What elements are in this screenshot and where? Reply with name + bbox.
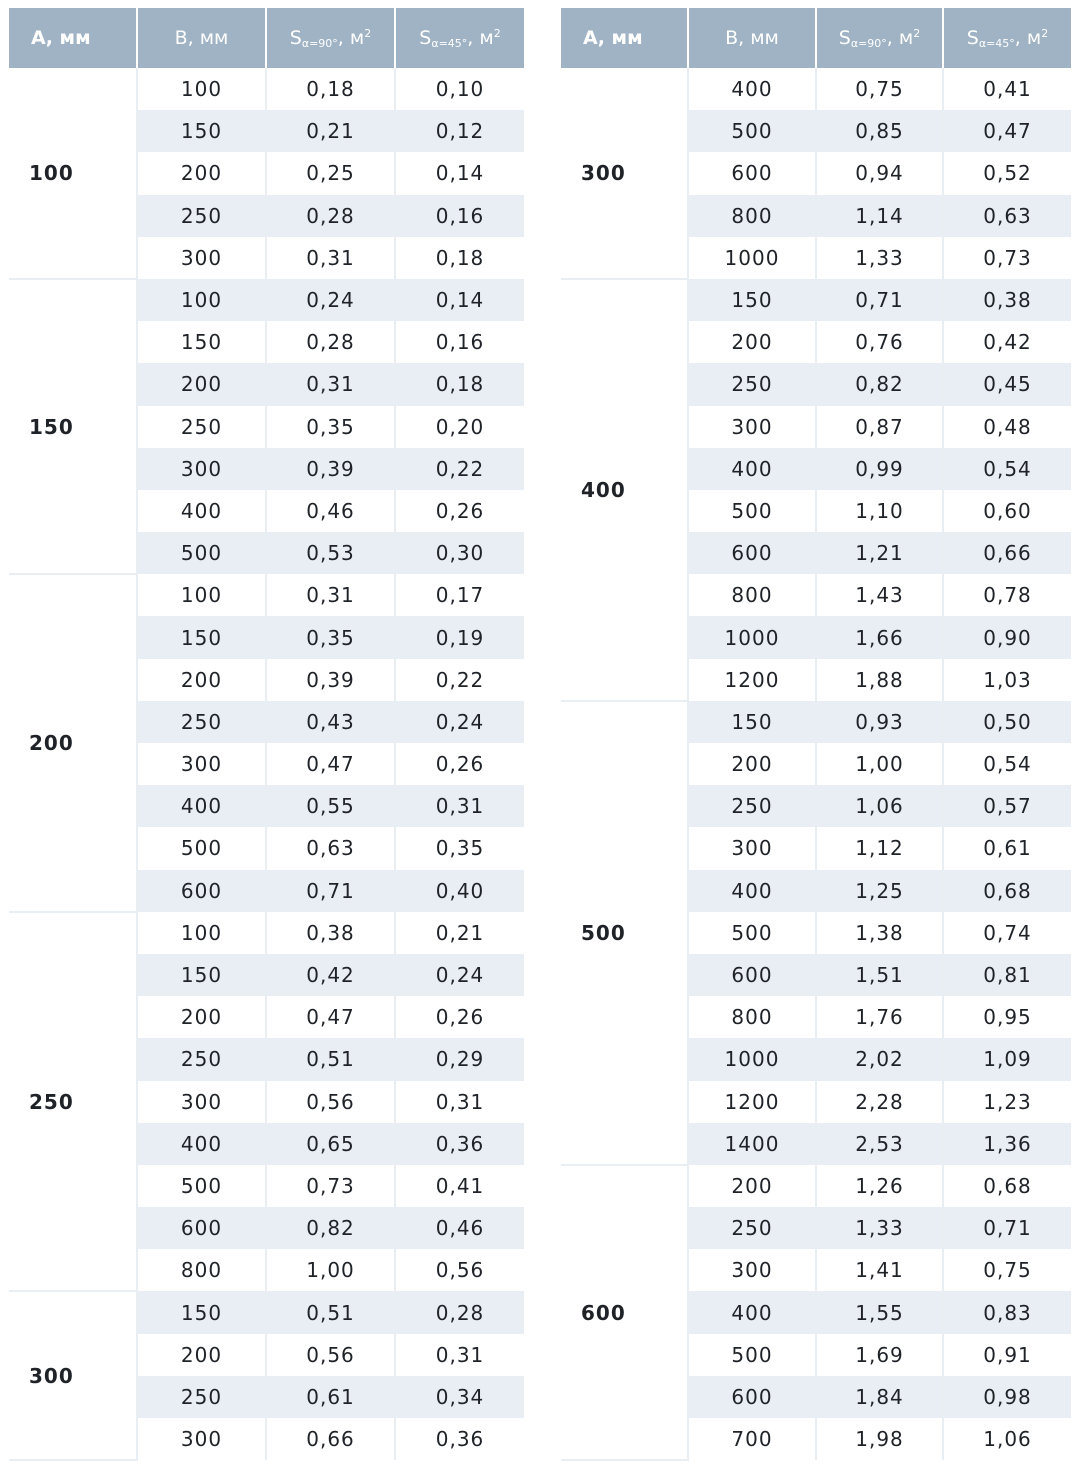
cell-b: 250 xyxy=(688,785,816,827)
cell-s90: 0,65 xyxy=(266,1123,395,1165)
cell-s45: 0,16 xyxy=(395,195,524,237)
header-s45: $S_{\alpha=45^\circ}$, $м^2$ xyxy=(395,8,524,68)
cell-s45: 1,09 xyxy=(943,1038,1071,1080)
cell-b: 400 xyxy=(688,870,816,912)
cell-s45: 0,17 xyxy=(395,574,524,616)
cell-s45: 0,60 xyxy=(943,490,1071,532)
header-row xyxy=(561,8,1071,68)
cell-s45: 0,14 xyxy=(395,152,524,194)
cell-s90: 1,25 xyxy=(816,870,943,912)
cell-s45: 0,63 xyxy=(943,195,1071,237)
cell-s90: 0,39 xyxy=(266,448,395,490)
cell-b: 500 xyxy=(137,827,266,869)
cell-s90: 0,76 xyxy=(816,321,943,363)
cell-s90: 0,87 xyxy=(816,406,943,448)
cell-s45: 0,14 xyxy=(395,279,524,321)
header-s90: $S_{\alpha=90^\circ}$, $м^2$ xyxy=(266,8,395,68)
cell-s45: 0,57 xyxy=(943,785,1071,827)
cell-s90: 0,46 xyxy=(266,490,395,532)
cell-s45: 1,03 xyxy=(943,659,1071,701)
cell-s90: 0,73 xyxy=(266,1165,395,1207)
cell-b: 400 xyxy=(137,785,266,827)
cell-s45: 0,19 xyxy=(395,616,524,658)
cell-s90: 0,35 xyxy=(266,616,395,658)
header-b: В, мм xyxy=(137,8,266,68)
cell-s45: 0,18 xyxy=(395,237,524,279)
cell-b: 500 xyxy=(688,912,816,954)
header-row xyxy=(9,8,524,68)
cell-b: 250 xyxy=(137,195,266,237)
cell-s45: 0,71 xyxy=(943,1207,1071,1249)
cell-s45: 0,47 xyxy=(943,110,1071,152)
header-b: В, мм xyxy=(688,8,816,68)
cell-b: 400 xyxy=(688,1291,816,1333)
cell-s90: 0,66 xyxy=(266,1418,395,1460)
cell-s90: 0,85 xyxy=(816,110,943,152)
table-row xyxy=(9,574,524,616)
table-row xyxy=(9,1291,524,1333)
cell-b: 500 xyxy=(688,490,816,532)
cell-s45: 0,34 xyxy=(395,1376,524,1418)
cell-s45: 0,54 xyxy=(943,743,1071,785)
cell-s90: 1,55 xyxy=(816,1291,943,1333)
table-row xyxy=(561,279,1071,321)
cell-b: 700 xyxy=(688,1418,816,1460)
cell-b: 150 xyxy=(137,110,266,152)
header-s45: $S_{\alpha=45^\circ}$, $м^2$ xyxy=(943,8,1071,68)
cell-b: 600 xyxy=(688,954,816,996)
cell-b: 1000 xyxy=(688,1038,816,1080)
cell-s90: 1,69 xyxy=(816,1334,943,1376)
cell-s90: 0,55 xyxy=(266,785,395,827)
cell-s45: 0,90 xyxy=(943,616,1071,658)
cell-s45: 0,91 xyxy=(943,1334,1071,1376)
cell-s90: 1,51 xyxy=(816,954,943,996)
cell-s45: 0,74 xyxy=(943,912,1071,954)
cell-b: 250 xyxy=(137,1376,266,1418)
cell-s90: 0,61 xyxy=(266,1376,395,1418)
cell-b: 300 xyxy=(137,237,266,279)
cell-s90: 1,00 xyxy=(816,743,943,785)
cell-s45: 0,28 xyxy=(395,1291,524,1333)
cell-b: 1400 xyxy=(688,1123,816,1165)
cell-b: 300 xyxy=(137,743,266,785)
cell-s45: 0,31 xyxy=(395,1334,524,1376)
table-row xyxy=(9,279,524,321)
cell-s90: 1,43 xyxy=(816,574,943,616)
cell-s90: 0,25 xyxy=(266,152,395,194)
cell-s45: 1,36 xyxy=(943,1123,1071,1165)
cell-s90: 0,53 xyxy=(266,532,395,574)
cell-s45: 0,26 xyxy=(395,743,524,785)
cell-s45: 0,31 xyxy=(395,785,524,827)
cell-s45: 0,41 xyxy=(943,68,1071,110)
cell-b: 200 xyxy=(137,659,266,701)
cell-s45: 0,18 xyxy=(395,363,524,405)
cell-b: 150 xyxy=(137,616,266,658)
cell-s90: 1,88 xyxy=(816,659,943,701)
cell-b: 300 xyxy=(137,1081,266,1123)
cell-b: 100 xyxy=(137,279,266,321)
table-row xyxy=(561,701,1071,743)
cell-s90: 0,93 xyxy=(816,701,943,743)
table-row xyxy=(9,912,524,954)
cell-a: 100 xyxy=(9,68,137,279)
cell-b: 150 xyxy=(137,954,266,996)
cell-s90: 1,38 xyxy=(816,912,943,954)
cell-s45: 0,81 xyxy=(943,954,1071,996)
cell-a: 400 xyxy=(561,279,688,701)
header-a: А, мм xyxy=(561,8,688,68)
cell-s90: 0,51 xyxy=(266,1291,395,1333)
cell-a: 250 xyxy=(9,912,137,1292)
cell-s45: 1,23 xyxy=(943,1081,1071,1123)
cell-b: 400 xyxy=(137,1123,266,1165)
cell-s90: 0,39 xyxy=(266,659,395,701)
cell-s45: 0,68 xyxy=(943,1165,1071,1207)
cell-s90: 1,06 xyxy=(816,785,943,827)
cell-s45: 0,46 xyxy=(395,1207,524,1249)
cell-b: 100 xyxy=(137,574,266,616)
cell-s45: 0,45 xyxy=(943,363,1071,405)
cell-s45: 0,73 xyxy=(943,237,1071,279)
cell-s90: 1,76 xyxy=(816,996,943,1038)
cell-b: 250 xyxy=(137,1038,266,1080)
cell-a: 150 xyxy=(9,279,137,574)
cell-s90: 1,33 xyxy=(816,1207,943,1249)
cell-b: 250 xyxy=(688,363,816,405)
cell-b: 300 xyxy=(137,448,266,490)
cell-b: 250 xyxy=(137,701,266,743)
cell-b: 100 xyxy=(137,912,266,954)
cell-s45: 0,56 xyxy=(395,1249,524,1291)
cell-s90: 0,82 xyxy=(266,1207,395,1249)
table-row xyxy=(561,68,1071,110)
cell-b: 600 xyxy=(688,1376,816,1418)
cell-s90: 0,24 xyxy=(266,279,395,321)
cell-b: 400 xyxy=(688,68,816,110)
cell-s90: 0,21 xyxy=(266,110,395,152)
cell-b: 600 xyxy=(688,152,816,194)
cell-s90: 0,43 xyxy=(266,701,395,743)
cell-b: 200 xyxy=(688,321,816,363)
cell-b: 200 xyxy=(137,1334,266,1376)
cell-b: 800 xyxy=(688,574,816,616)
cell-s45: 0,83 xyxy=(943,1291,1071,1333)
cell-a: 200 xyxy=(9,574,137,912)
cell-b: 200 xyxy=(137,996,266,1038)
table-row xyxy=(9,68,524,110)
cell-b: 1000 xyxy=(688,237,816,279)
cell-s45: 0,50 xyxy=(943,701,1071,743)
cell-s45: 0,22 xyxy=(395,659,524,701)
cell-s45: 0,66 xyxy=(943,532,1071,574)
cell-s45: 0,54 xyxy=(943,448,1071,490)
cell-b: 150 xyxy=(688,701,816,743)
cell-s90: 1,10 xyxy=(816,490,943,532)
table-row xyxy=(561,1165,1071,1207)
cell-b: 200 xyxy=(688,743,816,785)
cell-s45: 0,78 xyxy=(943,574,1071,616)
cell-b: 300 xyxy=(688,406,816,448)
cell-s90: 0,47 xyxy=(266,996,395,1038)
cell-b: 300 xyxy=(688,827,816,869)
cell-s45: 0,22 xyxy=(395,448,524,490)
cell-s45: 0,26 xyxy=(395,490,524,532)
cell-s90: 0,42 xyxy=(266,954,395,996)
cell-s90: 2,28 xyxy=(816,1081,943,1123)
cell-s45: 0,61 xyxy=(943,827,1071,869)
cell-s45: 0,21 xyxy=(395,912,524,954)
cell-s90: 1,21 xyxy=(816,532,943,574)
cell-s45: 0,98 xyxy=(943,1376,1071,1418)
cell-s45: 0,35 xyxy=(395,827,524,869)
cell-a: 300 xyxy=(561,68,688,279)
cell-b: 500 xyxy=(137,532,266,574)
cell-s90: 0,71 xyxy=(816,279,943,321)
cell-s45: 0,30 xyxy=(395,532,524,574)
cell-b: 600 xyxy=(137,870,266,912)
cell-b: 200 xyxy=(688,1165,816,1207)
cell-s90: 0,51 xyxy=(266,1038,395,1080)
cell-s45: 0,42 xyxy=(943,321,1071,363)
cell-s45: 0,24 xyxy=(395,701,524,743)
cell-b: 300 xyxy=(137,1418,266,1460)
cell-s90: 0,56 xyxy=(266,1334,395,1376)
cell-b: 1200 xyxy=(688,1081,816,1123)
cell-s45: 0,41 xyxy=(395,1165,524,1207)
cell-b: 800 xyxy=(688,996,816,1038)
table-body xyxy=(9,68,524,1460)
cell-s90: 1,14 xyxy=(816,195,943,237)
cell-a: 300 xyxy=(9,1291,137,1460)
cell-s45: 0,16 xyxy=(395,321,524,363)
cell-s45: 0,68 xyxy=(943,870,1071,912)
cell-s90: 1,66 xyxy=(816,616,943,658)
cell-b: 200 xyxy=(137,152,266,194)
cell-s45: 0,36 xyxy=(395,1418,524,1460)
cell-s90: 1,12 xyxy=(816,827,943,869)
cell-s90: 0,28 xyxy=(266,195,395,237)
cell-s90: 0,71 xyxy=(266,870,395,912)
cell-s45: 0,29 xyxy=(395,1038,524,1080)
cell-s45: 0,31 xyxy=(395,1081,524,1123)
cell-s45: 0,10 xyxy=(395,68,524,110)
cell-s90: 0,38 xyxy=(266,912,395,954)
cell-s90: 0,63 xyxy=(266,827,395,869)
cell-s90: 0,31 xyxy=(266,237,395,279)
cell-b: 500 xyxy=(688,1334,816,1376)
cell-b: 150 xyxy=(137,321,266,363)
cell-s90: 1,41 xyxy=(816,1249,943,1291)
cell-b: 1200 xyxy=(688,659,816,701)
cell-s45: 0,24 xyxy=(395,954,524,996)
cell-b: 800 xyxy=(137,1249,266,1291)
cell-s90: 1,98 xyxy=(816,1418,943,1460)
cell-s45: 0,26 xyxy=(395,996,524,1038)
cell-a: 500 xyxy=(561,701,688,1165)
cell-s90: 2,02 xyxy=(816,1038,943,1080)
cell-s90: 1,33 xyxy=(816,237,943,279)
cell-s45: 0,38 xyxy=(943,279,1071,321)
cell-s90: 0,47 xyxy=(266,743,395,785)
cell-b: 600 xyxy=(688,532,816,574)
cell-b: 500 xyxy=(688,110,816,152)
cell-b: 400 xyxy=(137,490,266,532)
cell-s90: 0,94 xyxy=(816,152,943,194)
cell-s90: 0,31 xyxy=(266,363,395,405)
cell-s90: 0,31 xyxy=(266,574,395,616)
cell-b: 500 xyxy=(137,1165,266,1207)
cell-a: 600 xyxy=(561,1165,688,1460)
cell-s45: 0,75 xyxy=(943,1249,1071,1291)
cell-b: 200 xyxy=(137,363,266,405)
cell-s90: 1,26 xyxy=(816,1165,943,1207)
cell-s90: 0,56 xyxy=(266,1081,395,1123)
cell-s90: 0,28 xyxy=(266,321,395,363)
cell-b: 250 xyxy=(688,1207,816,1249)
cell-b: 100 xyxy=(137,68,266,110)
cell-s90: 2,53 xyxy=(816,1123,943,1165)
cell-b: 150 xyxy=(688,279,816,321)
cell-s90: 0,99 xyxy=(816,448,943,490)
cell-s45: 0,40 xyxy=(395,870,524,912)
cell-s90: 0,18 xyxy=(266,68,395,110)
cell-b: 600 xyxy=(137,1207,266,1249)
cell-b: 1000 xyxy=(688,616,816,658)
header-s90: $S_{\alpha=90^\circ}$, $м^2$ xyxy=(816,8,943,68)
cell-s45: 0,20 xyxy=(395,406,524,448)
cell-s90: 0,75 xyxy=(816,68,943,110)
cell-s90: 0,35 xyxy=(266,406,395,448)
cell-s90: 1,84 xyxy=(816,1376,943,1418)
table-body xyxy=(561,68,1071,1460)
cell-s45: 1,06 xyxy=(943,1418,1071,1460)
cell-b: 400 xyxy=(688,448,816,490)
cell-s45: 0,48 xyxy=(943,406,1071,448)
cell-s45: 0,36 xyxy=(395,1123,524,1165)
cell-s45: 0,95 xyxy=(943,996,1071,1038)
cell-s90: 0,82 xyxy=(816,363,943,405)
cell-s90: 1,00 xyxy=(266,1249,395,1291)
cell-b: 150 xyxy=(137,1291,266,1333)
area-table-right xyxy=(561,8,1071,1461)
cell-s45: 0,12 xyxy=(395,110,524,152)
cell-b: 300 xyxy=(688,1249,816,1291)
cell-b: 250 xyxy=(137,406,266,448)
cell-b: 800 xyxy=(688,195,816,237)
area-table-left xyxy=(9,8,524,1461)
header-a: А, мм xyxy=(9,8,137,68)
cell-s45: 0,52 xyxy=(943,152,1071,194)
